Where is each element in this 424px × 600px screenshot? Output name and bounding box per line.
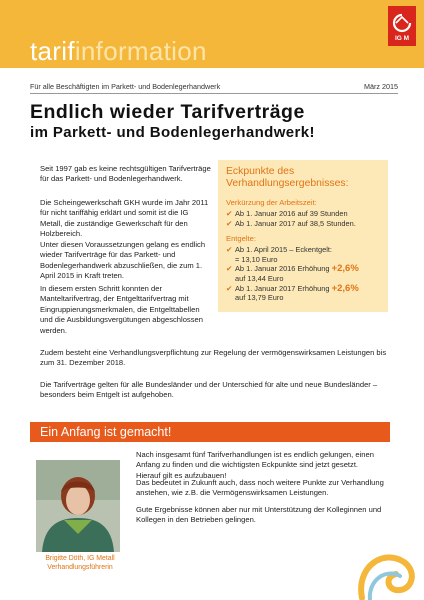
subline-text: Für alle Beschäftigten im Parkett- und Bodenlegerhandwerk [30, 82, 221, 91]
key-points-title: Eckpunkte des Verhandlungsergebnisses: [226, 166, 349, 189]
list-item [226, 219, 380, 229]
check-icon: ✔ [226, 264, 233, 274]
decorative-swirl-icon [352, 528, 424, 600]
body-paragraph-4a: In diesem ersten Schritt konnten der Manteltarifvertrag, der Entgelttarifvertrag mit Eingruppierungsmerkmalen, die Entgelttabellen und die Ausbildungsvergütungen abgeschlossen werden. [40, 284, 203, 335]
list-item-sub: auf 13,79 Euro [235, 293, 284, 303]
list-item-text: Ab 1. Januar 2016 auf 39 Stunden [235, 209, 348, 218]
check-icon: ✔ [226, 245, 233, 255]
list-item-text: Ab 1. Januar 2017 auf 38,5 Stunden. [235, 218, 356, 228]
list-item-text: Ab 1. Januar 2017 Erhöhung [235, 283, 330, 293]
check-icon: ✔ [226, 218, 233, 228]
increase-percent: +2,6% [331, 282, 359, 294]
working-time-list [226, 209, 380, 228]
quote-paragraph-1: Nach insgesamt fünf Tarifverhandlungen ist es endlich gelungen, einen Anfang zu finden und die wichtigsten Eckpunkte sind jetzt gesetzt. Hierauf gilt es aufzubauen! [136, 450, 374, 480]
body-paragraph-5: Die Tarifverträge gelten für alle Bundesländer und der Unterschied für alte und neue Bundesländer – besonders beim Entgelt ist aufgehoben. [40, 380, 378, 400]
list-item-text: Ab 1. April 2015 – Eckentgelt: [235, 245, 332, 255]
headline-line2: im Parkett- und Bodenlegerhandwerk! [30, 124, 315, 141]
working-time-heading: Verkürzung der Arbeitszeit: [226, 198, 317, 207]
brand-light: information [74, 36, 207, 66]
portrait-illustration-icon [36, 460, 120, 552]
increase-percent: +2,6% [331, 263, 359, 275]
list-item [226, 284, 380, 303]
body-paragraph-3: Unter diesen Voraussetzungen gelang es endlich wieder Tarifverträge für das Parkett- und Bodenlegerhandwerk abzuschließen, die zum 1. April 2015 in Kraft treten. [40, 240, 206, 281]
logo-text: IG M [394, 35, 410, 42]
brand-title [30, 38, 207, 64]
body-paragraph-1: Seit 1997 gab es keine rechtsgültigen Tarifverträge für das Parkett- und Bodenlegerhandwerk. [40, 164, 211, 184]
list-item [226, 264, 380, 283]
list-item-text: Ab 1. Januar 2016 Erhöhung [235, 264, 330, 274]
portrait-photo [36, 460, 120, 552]
list-item-sub: auf 13,44 Euro [235, 273, 284, 283]
headline-line1: Endlich wieder Tarifverträge [30, 101, 305, 123]
quote-paragraph-2: Das bedeutet in Zukunft auch, dass noch weitere Punkte zur Verhandlung anstehen, wie z.B. die Vermögenswirksamen Leistungen. [136, 478, 384, 498]
list-item [226, 209, 380, 219]
list-item [226, 245, 380, 264]
header-banner [0, 0, 424, 68]
quote-paragraph-3: Gute Ergebnisse können aber nur mit Unterstützung der Kolleginnen und Kollegen in den Betrieben gelingen. [136, 505, 382, 525]
section-heading-bar: Ein Anfang ist gemacht! [30, 422, 390, 442]
brand-bold: tarif [30, 36, 75, 66]
list-item-sub: = 13,10 Euro [235, 254, 278, 264]
check-icon: ✔ [226, 283, 233, 293]
ig-metall-logo-icon [388, 6, 416, 46]
body-paragraph-2: Die Scheingewerkschaft GKH wurde im Jahr 2011 für nicht tariffähig erklärt und somit ist die IG Metall, die zuständige Gewerkschaft für den Holzbereich. [40, 198, 209, 239]
body-paragraph-4b: Zudem besteht eine Verhandlungsverpflichtung zur Regelung der vermögenswirksamen Leistungen bis zum 31. Dezember 2018. [40, 348, 387, 368]
subline [30, 82, 398, 94]
wages-list [226, 245, 380, 303]
key-points-box [218, 160, 388, 312]
issue-date: März 2015 [364, 82, 398, 91]
portrait-caption: Brigitte Döth, IG Metall Verhandlungsführerin [45, 555, 115, 571]
check-icon: ✔ [226, 209, 233, 218]
wages-heading: Entgelte: [226, 234, 256, 244]
